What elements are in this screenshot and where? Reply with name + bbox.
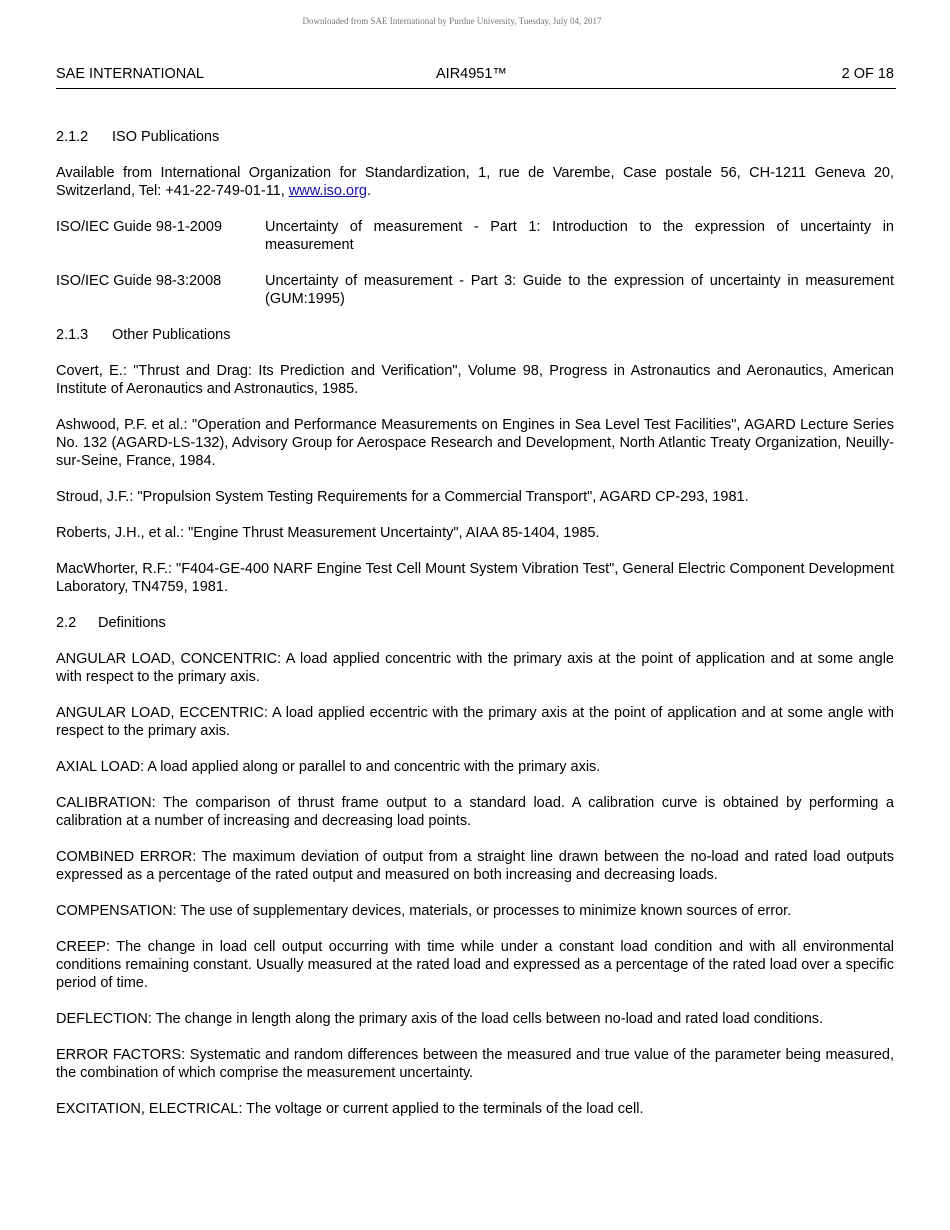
section-number: 2.1.3 — [56, 327, 89, 343]
page-body — [56, 128, 894, 1136]
publication-entry: Roberts, J.H., et al.: "Engine Thrust Measurement Uncertainty", AIAA 85-1404, 1985. — [56, 525, 600, 541]
header-document-number: AIR4951™ — [436, 66, 507, 82]
publication-entry: MacWhorter, R.F.: "F404-GE-400 NARF Engine Test Cell Mount System Vibration Test", General Electric Component Development Laboratory, TN4759, 1981. — [56, 561, 894, 595]
publication-entry: Covert, E.: "Thrust and Drag: Its Prediction and Verification", Volume 98, Progress in Astronautics and Aeronautics, American Institute of Aeronautics and Astronautics, 1985. — [56, 363, 894, 397]
reference-title: Uncertainty of measurement - Part 1: Introduction to the expression of uncertainty in measurement — [265, 219, 894, 253]
iso-website-link[interactable]: www.iso.org — [288, 183, 367, 199]
reference-code: ISO/IEC Guide 98-1-2009 — [56, 219, 223, 235]
section-heading-2-2 — [56, 614, 894, 632]
section-number: 2.2 — [56, 615, 77, 631]
definition-entry: ERROR FACTORS: Systematic and random differences between the measured and true value of the parameter being measured, the combination of which comprise the measurement uncertainty. — [56, 1047, 894, 1081]
download-watermark: Downloaded from SAE International by Purdue University, Tuesday, July 04, 2017 — [302, 16, 602, 26]
header-page-number: 2 OF 18 — [841, 66, 894, 82]
definition-entry: COMBINED ERROR: The maximum deviation of output from a straight line drawn between the no-load and rated load outputs expressed as a percentage of the rated output and measured on both increasing and decreasing loads. — [56, 849, 894, 883]
section-heading-2-1-3 — [56, 326, 894, 344]
definition-entry: COMPENSATION: The use of supplementary devices, materials, or processes to minimize known sources of error. — [56, 903, 792, 919]
iso-intro-text: Available from International Organization for Standardization, 1, rue de Varembe, Case postale 56, CH-1211 Geneva 20, Switzerland, Tel: +41-22-749-01-11, — [56, 165, 894, 199]
section-title: Definitions — [98, 615, 166, 631]
reference-code: ISO/IEC Guide 98-3:2008 — [56, 273, 222, 289]
definition-entry: CALIBRATION: The comparison of thrust frame output to a standard load. A calibration curve is obtained by performing a calibration at a number of increasing and decreasing load points. — [56, 795, 894, 829]
publication-entry: Stroud, J.F.: "Propulsion System Testing Requirements for a Commercial Transport", AGARD CP-293, 1981. — [56, 489, 749, 505]
definition-entry: CREEP: The change in load cell output occurring with time while under a constant load condition and with all environmental conditions remaining constant. Usually measured at the rated load and expressed as a percentage of the rated load over a specific period of time. — [56, 939, 894, 991]
definition-entry: DEFLECTION: The change in length along the primary axis of the load cells between no-load and rated load conditions. — [56, 1011, 824, 1027]
section-heading-2-1-2 — [56, 128, 894, 146]
section-title: ISO Publications — [112, 129, 220, 145]
section-number: 2.1.2 — [56, 129, 89, 145]
reference-entry — [56, 272, 894, 308]
iso-intro-end: . — [366, 183, 372, 199]
definition-entry: ANGULAR LOAD, CONCENTRIC: A load applied concentric with the primary axis at the point of application and at some angle with respect to the primary axis. — [56, 651, 894, 685]
header-publisher: SAE INTERNATIONAL — [56, 66, 204, 82]
definition-entry: ANGULAR LOAD, ECCENTRIC: A load applied eccentric with the primary axis at the point of application and at some angle with respect to the primary axis. — [56, 705, 894, 739]
definition-entry: EXCITATION, ELECTRICAL: The voltage or current applied to the terminals of the load cell. — [56, 1101, 644, 1117]
section-title: Other Publications — [112, 327, 231, 343]
page-header — [56, 66, 896, 89]
reference-title: Uncertainty of measurement - Part 3: Guide to the expression of uncertainty in measurement (GUM:1995) — [265, 273, 894, 307]
iso-availability-paragraph — [56, 164, 894, 200]
definition-entry: AXIAL LOAD: A load applied along or parallel to and concentric with the primary axis. — [56, 759, 601, 775]
reference-entry — [56, 218, 894, 254]
publication-entry: Ashwood, P.F. et al.: "Operation and Performance Measurements on Engines in Sea Level Test Facilities", AGARD Lecture Series No. 132 (AGARD-LS-132), Advisory Group for Aerospace Research and Development, North Atlantic Treaty Organization, Neuilly-sur-Seine, France, 1984. — [56, 417, 894, 469]
